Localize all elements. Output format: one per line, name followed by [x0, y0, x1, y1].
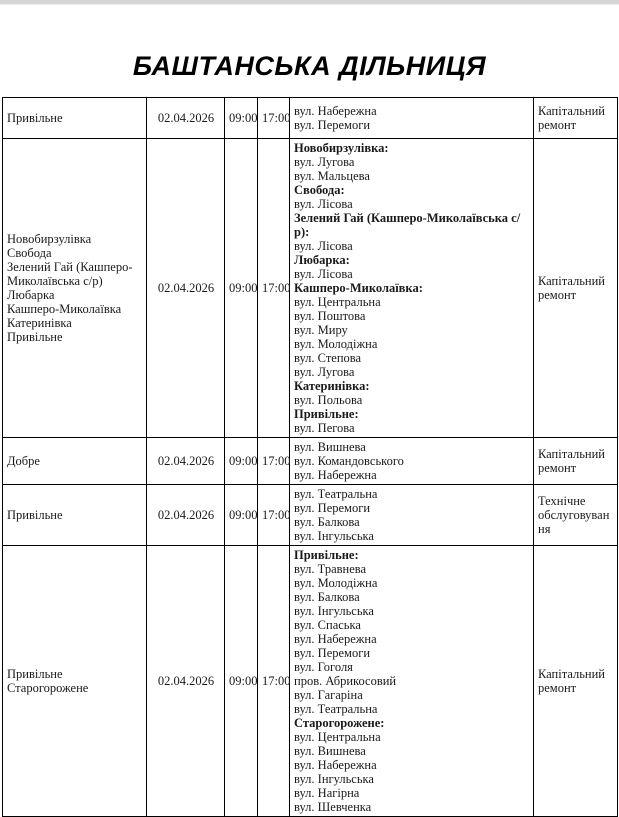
streets-cell [290, 98, 534, 139]
street-name: вул. Набережна [294, 758, 377, 772]
settlement-header: Новобирзулівка: [294, 141, 389, 155]
settlement-name: Привільне [7, 330, 63, 344]
start-time-cell: 09:00 [225, 139, 258, 438]
street-name: вул. Молодіжна [294, 576, 378, 590]
street-name: вул. Пегова [294, 421, 355, 435]
street-name: вул. Набережна [294, 468, 377, 482]
street-name: вул. Театральна [294, 487, 378, 501]
street-name: вул. Командовського [294, 454, 404, 468]
page-title: БАШТАНСЬКА ДІЛЬНИЦЯ [132, 51, 487, 81]
settlement-name: Привільне [7, 111, 63, 125]
top-divider [0, 0, 619, 5]
street-name: вул. Набережна [294, 104, 377, 118]
table-row [3, 438, 618, 485]
street-name: вул. Спаська [294, 618, 361, 632]
work-type-label: Капітальний ремонт [538, 447, 605, 475]
work-type-cell [534, 546, 618, 817]
end-time-cell: 17:00 [258, 98, 290, 139]
settlement-header: Кашперо-Миколаївка: [294, 281, 423, 295]
street-name: вул. Центральна [294, 730, 381, 744]
date-cell: 02.04.2026 [147, 139, 225, 438]
table-row [3, 98, 618, 139]
street-name: вул. Мальцева [294, 169, 370, 183]
work-type-cell [534, 438, 618, 485]
settlement-header: Свобода: [294, 183, 345, 197]
street-name: вул. Лугова [294, 155, 355, 169]
streets-cell [290, 485, 534, 546]
settlement-cell [3, 139, 147, 438]
street-name: вул. Перемоги [294, 646, 371, 660]
settlement-name: Катеринівка [7, 316, 72, 330]
street-name: вул. Лісова [294, 197, 353, 211]
street-name: вул. Набережна [294, 632, 377, 646]
street-name: вул. Лугова [294, 365, 355, 379]
street-name: вул. Лісова [294, 267, 353, 281]
settlement-header: Зелений Гай (Кашперо-Миколаївська с/р): [294, 211, 521, 239]
date-cell: 02.04.2026 [147, 98, 225, 139]
settlement-name: Зелений Гай (Кашперо-Миколаївська с/р) [7, 260, 133, 288]
schedule-table-body [3, 98, 618, 817]
street-name: вул. Польова [294, 393, 363, 407]
settlement-name: Свобода [7, 246, 52, 260]
street-name: вул. Миру [294, 323, 348, 337]
settlement-header: Любарка: [294, 253, 350, 267]
table-row [3, 485, 618, 546]
start-time-cell: 09:00 [225, 438, 258, 485]
end-time-cell: 17:00 [258, 485, 290, 546]
end-time-cell: 17:00 [258, 546, 290, 817]
work-type-label: Технічне обслуговування [538, 494, 610, 536]
settlement-name: Привільне [7, 508, 63, 522]
street-name: вул. Нагірна [294, 786, 360, 800]
start-time-cell: 09:00 [225, 98, 258, 139]
street-name: вул. Степова [294, 351, 362, 365]
street-name: вул. Перемоги [294, 501, 371, 515]
settlement-name: Старогорожене [7, 681, 89, 695]
street-name: вул. Поштова [294, 309, 366, 323]
street-name: вул. Інгульська [294, 529, 374, 543]
street-name: пров. Абрикосовий [294, 674, 397, 688]
settlement-cell [3, 485, 147, 546]
settlement-header: Катеринівка: [294, 379, 370, 393]
date-cell: 02.04.2026 [147, 546, 225, 817]
settlement-header: Привільне: [294, 548, 359, 562]
settlement-name: Кашперо-Миколаївка [7, 302, 122, 316]
street-name: вул. Балкова [294, 515, 360, 529]
settlement-header: Привільне: [294, 407, 359, 421]
street-name: вул. Інгульська [294, 604, 374, 618]
street-name: вул. Лісова [294, 239, 353, 253]
settlement-cell [3, 546, 147, 817]
settlement-name: Новобирзулівка [7, 232, 92, 246]
work-type-cell [534, 139, 618, 438]
date-cell: 02.04.2026 [147, 485, 225, 546]
start-time-cell: 09:00 [225, 546, 258, 817]
end-time-cell: 17:00 [258, 438, 290, 485]
settlement-cell [3, 98, 147, 139]
street-name: вул. Інгульська [294, 772, 374, 786]
work-type-label: Капітальний ремонт [538, 667, 605, 695]
settlement-name: Любарка [7, 288, 55, 302]
street-name: вул. Шевченка [294, 800, 372, 814]
work-type-cell [534, 485, 618, 546]
date-cell: 02.04.2026 [147, 438, 225, 485]
work-type-cell [534, 98, 618, 139]
settlement-cell [3, 438, 147, 485]
streets-cell [290, 139, 534, 438]
outage-schedule-table [2, 97, 618, 817]
street-name: вул. Балкова [294, 590, 360, 604]
street-name: вул. Молодіжна [294, 337, 378, 351]
streets-cell [290, 546, 534, 817]
work-type-label: Капітальний ремонт [538, 104, 605, 132]
work-type-label: Капітальний ремонт [538, 274, 605, 302]
streets-cell [290, 438, 534, 485]
end-time-cell: 17:00 [258, 139, 290, 438]
street-name: вул. Вишнева [294, 744, 366, 758]
street-name: вул. Гагаріна [294, 688, 363, 702]
street-name: вул. Театральна [294, 702, 378, 716]
table-row [3, 546, 618, 817]
settlement-name: Добре [7, 454, 40, 468]
settlement-header: Старогорожене: [294, 716, 385, 730]
street-name: вул. Гоголя [294, 660, 353, 674]
street-name: вул. Перемоги [294, 118, 371, 132]
table-row [3, 139, 618, 438]
settlement-name: Привільне [7, 667, 63, 681]
start-time-cell: 09:00 [225, 485, 258, 546]
street-name: вул. Центральна [294, 295, 381, 309]
street-name: вул. Травнева [294, 562, 367, 576]
street-name: вул. Вишнева [294, 440, 366, 454]
